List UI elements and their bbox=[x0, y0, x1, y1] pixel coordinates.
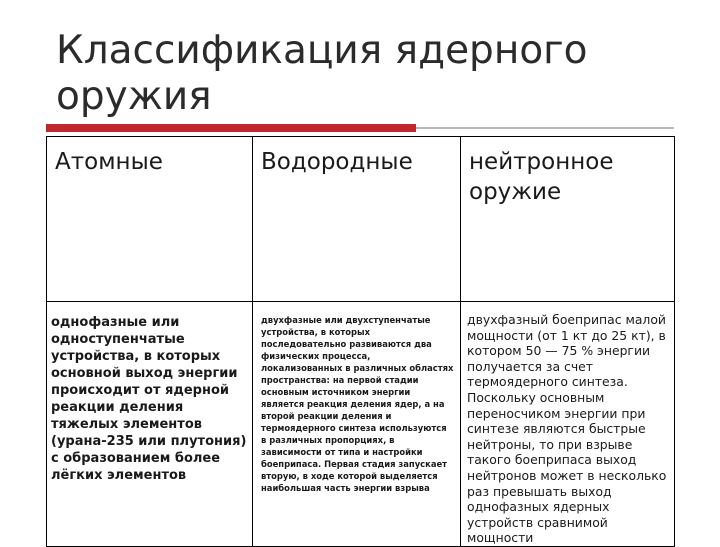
description-cell-hydrogen bbox=[253, 302, 461, 547]
description-hydrogen: двухфазные или двухступенчатые устройства, в которых последовательно развиваются два физических процесса, локализованных в различных областях пространства: на первой стадии основным источником энергии является реакция деления ядер, а на второй реакции деления и термоядерного синтеза используются в различных пропорциях, в зависимости от типа и настройки боеприпаса. Первая стадия запускает вторую, в ходе которой выделяется наибольшая часть энергии взрыва bbox=[261, 315, 454, 493]
table-description-row bbox=[47, 302, 675, 547]
header-cell-neutron bbox=[461, 137, 675, 302]
description-cell-atomic bbox=[47, 302, 253, 547]
table-header-row bbox=[47, 137, 675, 302]
header-cell-hydrogen bbox=[253, 137, 461, 302]
description-neutron: двухфазный боеприпас малой мощности (от 1 кт до 25 кт), в котором 50 — 75 % энергии получается за счет термоядерного синтеза. Поскольку основным переносчиком энергии при синтезе являются быстрые нейтроны, то при взрыве такого боеприпаса выход нейтронов может в несколько раз превышать выход однофазных ядерных устройств сравнимой мощности bbox=[467, 312, 667, 546]
description-atomic: однофазные или одноступенчатые устройства, в которых основной выход энергии происходит от ядерной реакции деления тяжелых элементов (урана-235 или плутония) с образованием более лёгких элементов bbox=[51, 315, 247, 483]
slide-title: Классификация ядерного оружия bbox=[56, 28, 588, 119]
description-cell-neutron bbox=[461, 302, 675, 547]
header-label-neutron: нейтронное оружие bbox=[469, 149, 614, 205]
header-label-atomic: Атомные bbox=[55, 149, 163, 175]
weapons-classification-table bbox=[46, 136, 675, 547]
header-cell-atomic bbox=[47, 137, 253, 302]
header-label-hydrogen: Водородные bbox=[261, 149, 413, 175]
title-accent-bar bbox=[46, 124, 416, 132]
